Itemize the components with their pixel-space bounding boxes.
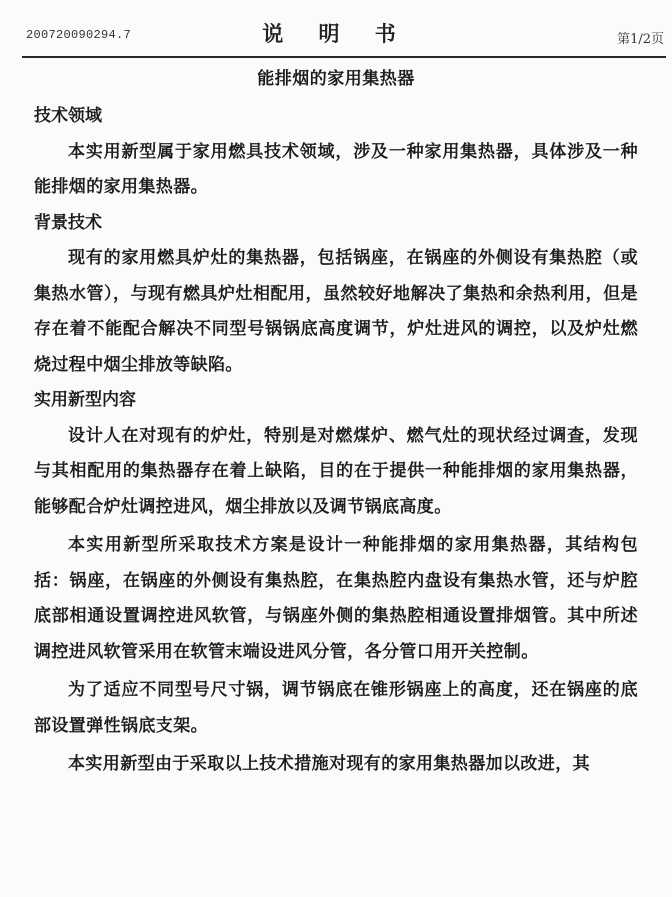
paragraph-background: 现有的家用燃具炉灶的集热器，包括锅座，在锅座的外侧设有集热腔（或集热水管），与现有燃具炉灶相配用，虽然较好地解决了集热和余热利用，但是存在着不能配合解决不同型号锅锅底高度调节，炉灶进风的调控，以及炉灶燃烧过程中烟尘排放等缺陷。: [34, 248, 638, 375]
page-indicator: 第1/2页: [617, 32, 664, 47]
header-divider: [22, 56, 666, 58]
section-heading-content: 实用新型内容: [34, 390, 136, 410]
section-heading-technical-field: 技术领域: [34, 106, 102, 126]
application-number: 200720090294.7: [26, 28, 132, 42]
document-body: [34, 99, 638, 783]
paragraph-technical-field: 本实用新型属于家用燃具技术领域，涉及一种家用集热器，具体涉及一种能排烟的家用集热器。: [34, 141, 638, 197]
document-title: 能排烟的家用集热器: [257, 69, 415, 89]
paragraph-content-2: 本实用新型所采取技术方案是设计一种能排烟的家用集热器，其结构包括：锅座，在锅座的外侧设有集热腔，在集热腔内盘设有集热水管，还与炉腔底部相通设置调控进风软管，与锅座外侧的集热腔相通设置排烟管。其中所述调控进风软管采用在软管末端设进风分管，各分管口用开关控制。: [34, 535, 638, 662]
document-type-title: 说 明 书: [262, 21, 410, 46]
paragraph-content-3: 为了适应不同型号尺寸锅，调节锅底在锥形锅座上的高度，还在锅座的底部设置弹性锅底支架。: [34, 680, 638, 736]
paragraph-content-4: 本实用新型由于采取以上技术措施对现有的家用集热器加以改进，其: [68, 754, 590, 774]
paragraph-content-1: 设计人在对现有的炉灶，特别是对燃煤炉、燃气灶的现状经过调查，发现与其相配用的集热器存在着上缺陷，目的在于提供一种能排烟的家用集热器，能够配合炉灶调控进风，烟尘排放以及调节锅底高度。: [34, 425, 638, 517]
section-heading-background: 背景技术: [34, 212, 102, 233]
